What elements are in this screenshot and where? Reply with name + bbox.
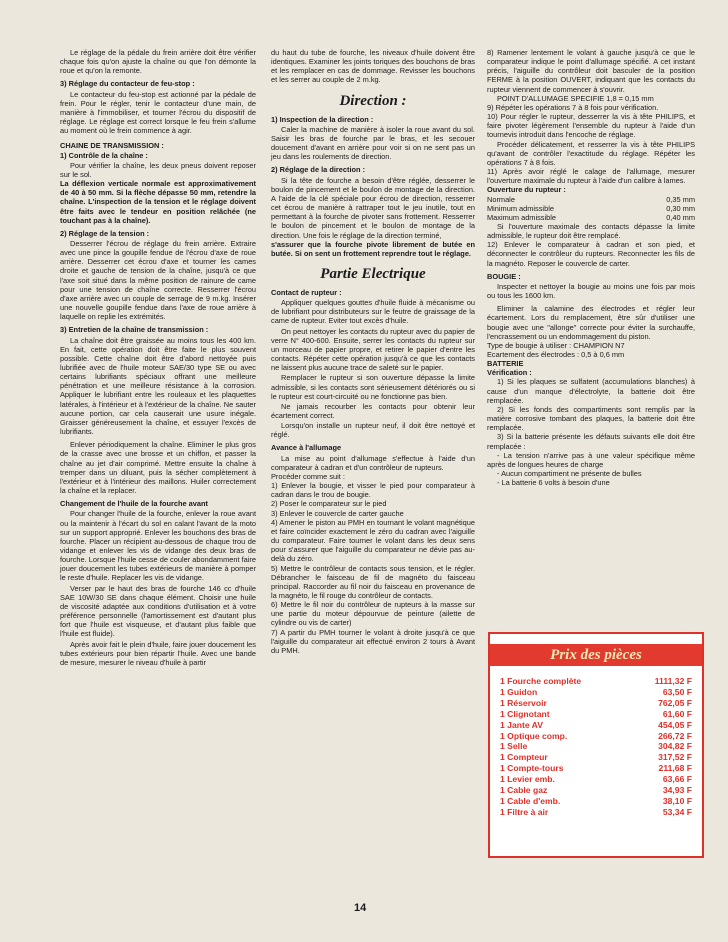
part-price: 454,05 F (658, 719, 692, 730)
paragraph: Si la tête de fourche a besoin d'être réglée, desserrer le boulon de pincement et le boulon de montage de la direction. A l'aide de la clé spéciale pour écrou de direction, resserrer cet écrou de manière à rattraper tout le jeu inutile, tout en permettant à la fourche de pivoter sans frottement. Resserrer le boulon de pincement et le boulon de montage de la direction. Une fois le réglage de la direction terminé, (271, 175, 475, 240)
paragraph: Appliquer quelques gouttes d'huile fluide à mécanisme ou de lubrifiant pour distributeurs sur le feutre de graissage de la came de rupteur. Eviter tout excès d'huile. (271, 298, 475, 326)
price-row (500, 796, 692, 807)
paragraph: du haut du tube de fourche, les niveaux d'huile doivent être identiques. Examiner les joints toriques des bouchons de bras et les remplacer en cas de dommage. Revisser les bouchons et les serrer au couple de 2 m.kg. (271, 48, 475, 85)
paragraph: Enlever périodiquement la chaîne. Eliminer le plus gros de la crasse avec une brosse et un chiffon, et passer la chaîne au jet d'air comprimé. Mettre ensuite la chaîne à tremper dans un diluant, puis la sécher complètement à l'extérieur et à l'intérieur des maillons. Huiler correctement la chaîne et la replacer. (60, 440, 256, 496)
price-row (500, 752, 692, 763)
part-name: 1 Cable d'emb. (500, 795, 561, 806)
part-name: 1 Compte-tours (500, 763, 564, 774)
step: 2) Poser le comparateur sur le pied (271, 499, 387, 509)
paragraph: On peut nettoyer les contacts du rupteur avec du papier de verre N° 400-600. Ensuite, serrer les contacts du rupteur sur un morceau de papier propre, et retirer le papier d'entre les contacts. Répéter cette opération jusqu'à ce que les contacts ne laissent plus aucune trace de saleté sur le papier. (271, 326, 475, 373)
part-price: 53,34 F (662, 806, 692, 817)
price-row (500, 741, 692, 752)
paragraph: Le contacteur du feu-stop est actionné par la pédale de frein. Pour le régler, tenir le contacteur d'une main, de manière à l'immobiliser, et tourner l'écrou du dispositif de réglage. Le réglage est correct lorsque le feu frein s'allume au moment où le frein commence à agir. (60, 89, 256, 136)
part-name: 1 Réservoir (500, 697, 547, 708)
subsection-heading: Avance à l'allumage (271, 443, 342, 453)
list-item: - La tension n'arrive pas à une valeur spécifique même après de longues heures de charge (487, 450, 695, 469)
part-price: 63,50 F (662, 686, 692, 697)
paragraph: La chaîne doit être graissée au moins tous les 400 km. En fait, cette opération doit être faite le plus souvent possible. Cette chaîne doit être d'abord nettoyée puis lubrifiée avec de l'huile moteur SAE/30 type SE ou avec certains lubrifiants spéciaux offrant une meilleure pénétration et une meilleure résistance à la corrosion. Appliquer le lubrifiant entre les rouleaux et les plaquettes latérales, à l'intérieur et à l'extérieur de la chaîne. Ne sauter aucune portion, car cela causerait une usure inégale. Graisser généreusement la chaîne, et essuyer l'excès de lubrifiants. (60, 335, 256, 437)
paragraph: Lorsqu'on installe un rupteur neuf, il doit être nettoyé et réglé. (271, 421, 475, 440)
part-price: 38,10 F (662, 795, 692, 806)
part-name: 1 Levier emb. (500, 774, 555, 785)
step: 2) Si les fonds des compartiments sont remplis par la matière corrosive tombant des plaques, la batterie doit être remplacée. (487, 404, 695, 433)
part-price: 63,66 F (662, 774, 692, 785)
step: 4) Amener le piston au PMH en tournant le volant magnétique et faire coïncider exactement le zéro du cadran avec l'aiguille du comparateur. Faire tourner le volant dans les deux sens pour s'assurer que l'aiguille du comparateur ne dévie pas au-delà du zéro. (271, 517, 475, 564)
section-heading: BATTERIE (487, 359, 524, 369)
spec-label: Normale (487, 194, 515, 204)
subsection-heading: Contact de rupteur : (271, 287, 342, 297)
step: 5) Mettre le contrôleur de contacts sous tension, et le régler. Débrancher le faisceau de fil de magnéto du faisceau principal. Raccorder au fil noir du faisceau en provenance de la magnéto, le fil rouge du contrôleur de contacts. (271, 563, 475, 600)
paragraph: Inspecter et nettoyer la bougie au moins une fois par mois ou tous les 1600 km. (487, 281, 695, 301)
subsection-heading: 1) Inspection de la direction : (271, 114, 374, 124)
spec-table (487, 195, 695, 222)
spec-row (487, 195, 695, 204)
price-row (500, 763, 692, 774)
step: 10) Pour régler le rupteur, desserrer la vis à tête PHILIPS, et faire pivoter légèrement l'ensemble du rupteur à l'aide d'un tournevis introduit dans l'encoche de réglage. (487, 112, 695, 140)
subsection-heading: 2) Réglage de la tension : (60, 228, 150, 238)
spec-row (487, 213, 695, 222)
page-number: 14 (354, 902, 367, 914)
price-row (500, 720, 692, 731)
electrode-gap: Ecartement des électrodes : 0,5 à 0,6 mm (487, 350, 625, 359)
spec-row (487, 204, 695, 213)
paragraph: Ne jamais recourber les contacts pour obtenir leur écartement correct. (271, 401, 475, 420)
spec-value: 0,40 mm (666, 212, 695, 222)
paragraph: Desserrer l'écrou de réglage du frein arrière. Extraire avec une pince la goupille fendue de l'écrou d'axe de roue arrière. Desserrer cet écrou d'axe et tourner les cames droite et gauche de tension de la chaîne, jusqu'à ce que l'axe soit situé dans la même position de rainure de came pour une tension de chaîne correcte. Resserrer l'écrou d'axe arrière avec un couple de serrage de 9 m.kg. Insérer une nouvelle goupille fendue dans l'axe de roue arrière à laquelle on replie les extrémités. (60, 238, 256, 322)
paragraph: Verser par le haut des bras de fourche 146 cc d'huile SAE 10W/30 SE dans chaque élément. Choisir une huile de viscosité adaptée aux conditions d'utilisation et à votre préférence personnelle (l'amortissement est d'autant plus fort que l'huile est visqueuse, et d'autant plus faible que l'huile est fluide). (60, 583, 256, 639)
part-price: 762,05 F (658, 697, 692, 708)
part-name: 1 Optique comp. (500, 730, 568, 741)
spec-label: Minimum admissible (487, 203, 554, 213)
paragraph: Procéder délicatement, et resserrer la vis à tête PHILIPS qu'avant de contrôler l'exactitude du réglage. Répéter les opérations 7 à 8 fois. (487, 139, 695, 167)
price-row (500, 807, 692, 818)
part-name: 1 Guidon (500, 686, 538, 697)
price-row (500, 687, 692, 698)
part-name: 1 Filtre à air (500, 806, 549, 817)
spec-value: 0,30 mm (666, 203, 695, 213)
list-item: - Aucun compartiment ne présente de bulles (497, 469, 642, 479)
column-2 (271, 48, 475, 655)
step: 12) Enlever le comparateur à cadran et son pied, et déconnecter le contrôleur du rupteurs. Reconnecter les fils de la magnéto. Reposer le couvercle de carter. (487, 240, 695, 268)
subsection-heading: 1) Contrôle de la chaîne : (60, 150, 148, 160)
step: 3) Enlever le couvercle de carter gauche (271, 508, 404, 518)
paragraph: Remplacer le rupteur si son ouverture dépasse la limite admissible, si les contacts sont sérieusement détériorés ou si le rupteur est court-circuité ou ne fonctionne pas bien. (271, 373, 475, 401)
spec-value: 0,35 mm (666, 194, 695, 204)
paragraph: Si l'ouverture maximale des contacts dépasse la limite admissible, le rupteur doit être remplacé. (487, 221, 695, 241)
paragraph: Caler la machine de manière à isoler la roue avant du sol. Saisir les bras de fourche par le bras, et les secouer doucement d'avant en arrière pour voir si on ne sent pas un jeu dans les roulements de direction. (271, 124, 475, 162)
price-box (488, 632, 704, 858)
price-row (500, 774, 692, 785)
list-item: - La batterie 6 volts à besoin d'une (497, 478, 610, 488)
part-name: 1 Compteur (500, 752, 548, 763)
step: 3) Si la batterie présente les défauts suivants elle doit être remplacée : (487, 432, 695, 451)
step: 8) Ramener lentement le volant à gauche jusqu'à ce que le comparateur indique le point d'allumage spécifié. A cet instant précis, l'aiguille du contrôleur doit basculer de la position FERME à la position OUVERT, indiquant que les contacts du rupteur viennent de commencer à s'ouvrir. (487, 48, 695, 94)
spark-plug-type: Type de bougie à utiliser : CHAMPION N7 (487, 340, 625, 350)
price-row (500, 709, 692, 720)
spec-label: Maximum admissible (487, 212, 556, 222)
part-price: 317,52 F (658, 752, 692, 763)
subsection-heading: 3) Entretien de la chaîne de transmission : (60, 325, 209, 335)
part-price: 1111,32 F (654, 676, 692, 686)
part-name: 1 Cable gaz (500, 785, 548, 796)
step: 11) Après avoir réglé le calage de l'allumage, mesurer l'ouverture maximale du rupteur à l'aide d'un calibre à lames. (487, 167, 695, 186)
paragraph: Pour changer l'huile de la fourche, enlever la roue avant ou la maintenir à l'écart du sol en calant l'avant de la moto sur un support approprié. Enlever les bouchons des bras de fourche. Placer un récipient au-dessous de chaque trou de vidange et enlever les vis de vidange des deux bras de fourche. Lorsque l'huile cesse de couler abondamment faire jouer doucement les tubes extérieurs de manière à pomper le reste d'huile. Replacer les vis de vidange. (60, 509, 256, 583)
section-heading: 3) Réglage du contacteur de feu-stop : (60, 79, 195, 89)
paragraph: La mise au point d'allumage s'effectue à l'aide d'un comparateur à cadran et d'un contrôleur de rupteurs. (271, 453, 475, 472)
paragraph-bold: La déflexion verticale normale est approximativement de 40 à 50 mm. Si la flèche dépasse 50 mm, retendre la chaîne. L'inspection de la tension et le réglage doivent être faits avec le tendeur en position relâchée (ne touchant pas à la chaîne). (60, 179, 256, 225)
section-heading: CHAINE DE TRANSMISSION : (60, 141, 164, 151)
step: 1) Enlever la bougie, et visser le pied pour comparateur à cadran dans le trou de bougie. (271, 481, 475, 500)
spec-line: POINT D'ALLUMAGE SPECIFIE 1,8 = 0,15 mm (497, 93, 654, 103)
column-3 (487, 48, 695, 487)
step: 1) Si les plaques se sulfatent (accumulations blanches) à cause d'un manque d'électrolyte, la batterie doit être remplacée. (487, 377, 695, 405)
step: 9) Répéter les opérations 7 à 8 fois pour vérification. (487, 102, 659, 112)
subsection-heading: 2) Réglage de la direction : (271, 165, 366, 175)
part-name: 1 Fourche complète (500, 676, 582, 686)
price-row (500, 676, 692, 687)
part-name: 1 Selle (500, 741, 528, 752)
part-price: 211,68 F (658, 763, 692, 774)
paragraph (487, 350, 695, 359)
subsection-heading: Ouverture du rupteur : (487, 185, 566, 195)
part-price: 304,82 F (658, 741, 692, 752)
price-box-title: Prix des pièces (490, 644, 702, 666)
part-price: 61,60 F (662, 708, 692, 719)
part-name: 1 Jante AV (500, 719, 543, 730)
paragraph: Le réglage de la pédale du frein arrière doit être vérifier chaque fois qu'on ajuste la chaîne ou que l'on démonte la roue et qu'on la remonte. (60, 48, 256, 76)
section-title-direction: Direction : (339, 92, 407, 109)
paragraph: Eliminer la calamine des électrodes et régler leur écartement. Lors du remplacement, être sûr d'utiliser une bougie avec une "allonge" correcte pour éviter la surchauffe, l'encrassement ou un endommagement du piston. (487, 304, 695, 341)
part-name: 1 Clignotant (500, 708, 550, 719)
part-price: 266,72 F (658, 730, 692, 741)
step: 7) A partir du PMH tourner le volant à droite jusqu'à ce que l'aiguille du comparateur ait effectué environ 2 tours à Avant du PMH. (271, 627, 475, 655)
subsection-heading: Vérification : (487, 368, 532, 378)
paragraph-bold: s'assurer que la fourche pivote librement de butée en butée. Si on sent un frottement reprendre tout le réglage. (271, 239, 475, 258)
section-heading: BOUGIE : (487, 271, 521, 281)
subsection-heading: Changement de l'huile de la fourche avant (60, 499, 208, 509)
paragraph: Pour vérifier la chaîne, les deux pneus doivent reposer sur le sol. (60, 160, 256, 179)
section-title-electrique: Partie Electrique (320, 265, 426, 282)
price-list (500, 676, 692, 818)
price-row (500, 731, 692, 742)
price-row (500, 785, 692, 796)
paragraph: Procéder comme suit : (271, 471, 345, 481)
column-1 (60, 48, 256, 671)
step: 6) Mettre le fil noir du contrôleur de rupteurs à la masse sur une partie du moteur dépourvue de peinture (ailette de cylindre ou vis de carter) (271, 600, 475, 628)
part-price: 34,93 F (662, 785, 692, 796)
paragraph: Après avoir fait le plein d'huile, faire jouer doucement les tubes extérieurs pour bien répartir l'huile. Avec une bande de mesure, mesurer le niveau d'huile à partir (60, 639, 256, 667)
paragraph (487, 341, 695, 350)
price-row (500, 698, 692, 709)
